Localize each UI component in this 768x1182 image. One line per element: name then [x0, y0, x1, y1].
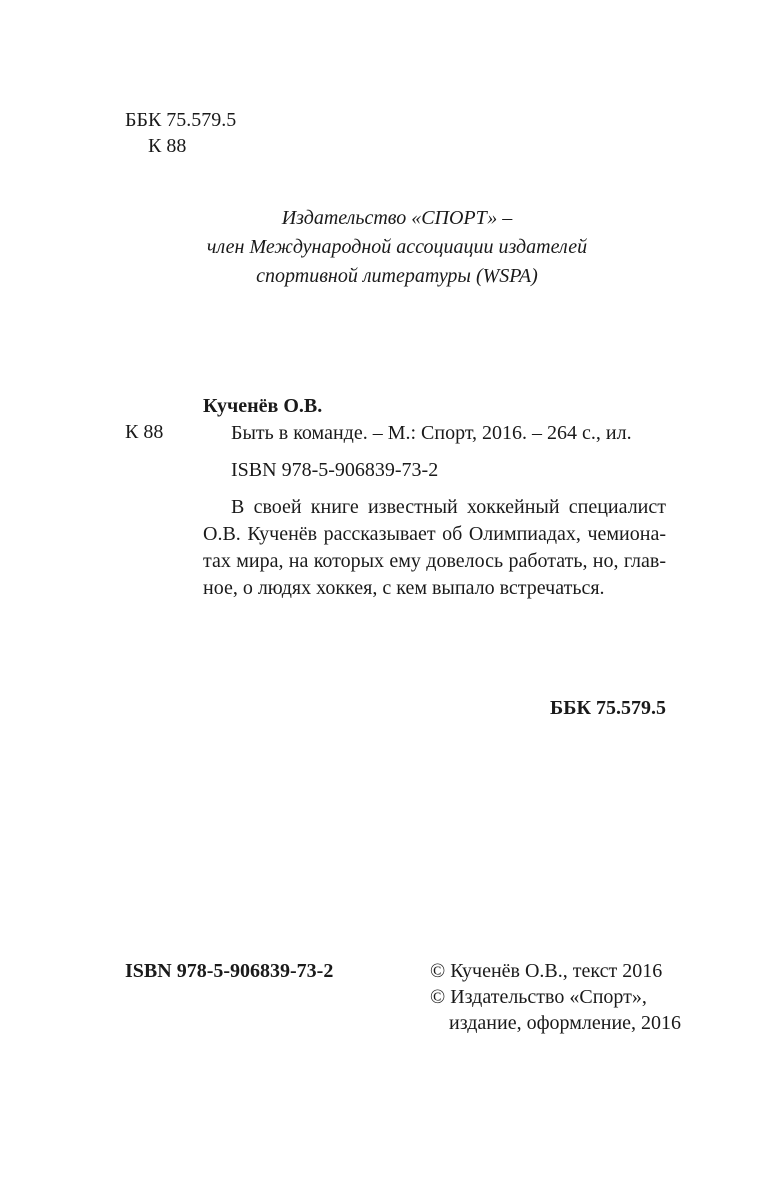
annotation-line: В своей книге известный хоккейный специалист — [231, 496, 666, 518]
annotation-line: О.В. Кученёв рассказывает об Олимпиадах, чемиона- — [203, 523, 666, 545]
bibliographic-title-line: Быть в команде. – М.: Спорт, 2016. – 264 с., ил. — [231, 422, 632, 444]
isbn-footer: ISBN 978-5-906839-73-2 — [125, 960, 334, 982]
annotation — [203, 494, 666, 602]
copyright-block — [430, 958, 681, 1036]
author-heading: Кученёв О.В. — [203, 395, 323, 417]
publisher-note-line: Издательство «СПОРТ» – — [281, 207, 513, 229]
bbk-index-top: ББК 75.579.5 — [125, 109, 237, 131]
publisher-note-line: спортивной литературы (WSPA) — [256, 265, 538, 287]
author-mark-top: К 88 — [148, 135, 187, 157]
publisher-note — [0, 204, 768, 291]
copyright-line: © Издательство «Спорт», — [430, 986, 647, 1008]
copyright-line: издание, оформление, 2016 — [449, 1012, 682, 1034]
annotation-line: тах мира, на которых ему довелось работать, но, глав- — [203, 550, 666, 572]
author-mark: К 88 — [125, 421, 164, 443]
annotation-line: ное, о людях хоккея, с кем выпало встречаться. — [203, 577, 605, 599]
isbn-line: ISBN 978-5-906839-73-2 — [231, 459, 439, 481]
bbk-index-bottom: ББК 75.579.5 — [550, 697, 666, 719]
copyright-line: © Кученёв О.В., текст 2016 — [430, 960, 663, 982]
publisher-note-line: член Международной ассоциации издателей — [206, 236, 588, 258]
